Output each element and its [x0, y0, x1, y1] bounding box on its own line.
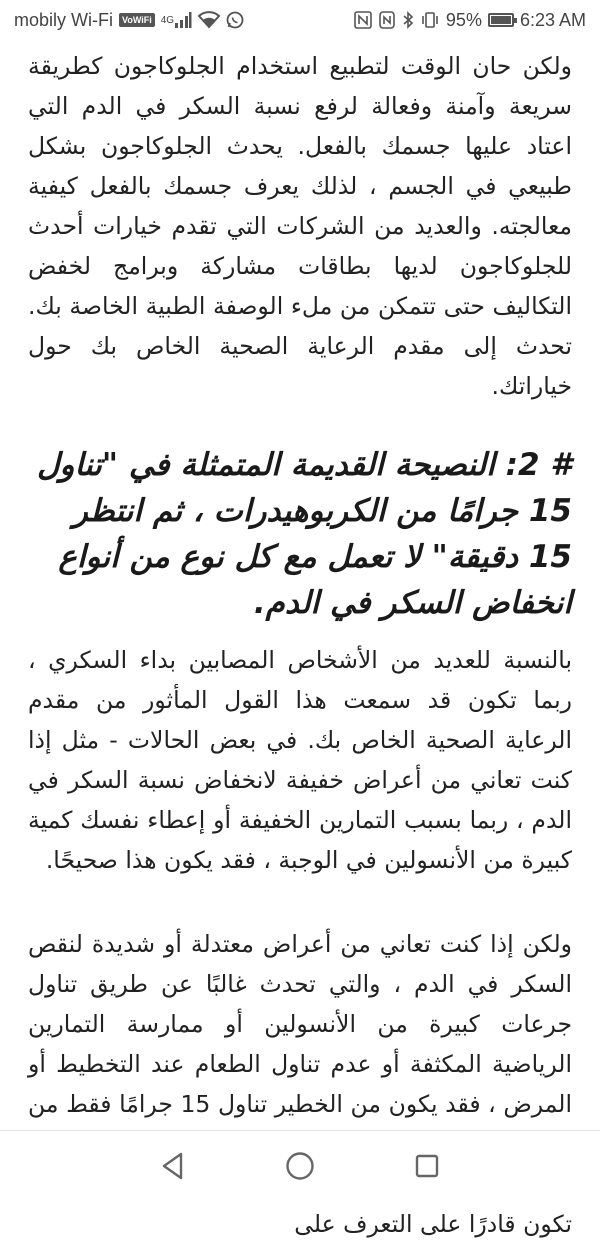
- article-content[interactable]: [0, 40, 600, 1238]
- notification-n-icon: [354, 11, 372, 29]
- battery-percent-label: 95%: [445, 9, 482, 30]
- recents-square-icon: [413, 1152, 441, 1180]
- article-paragraph-3: ولكن إذا كنت تعاني من أعراض معتدلة أو شديدة لنقص السكر في الدم ، والتي تحدث غالبًا عن طريق تناول جرعات كبيرة من الأنسولين أو ممارسة التمارين الرياضية المكثفة أو عدم تناول الطعام عند التخطيط أو المرض ، فقد يكون من الخطير تناول 15 جرامًا فقط من تكون قادرًا على التعرف على: [28, 930, 572, 1238]
- vibrate-icon: [420, 11, 440, 29]
- battery-icon: [488, 13, 514, 27]
- status-bar-right: [354, 10, 586, 31]
- nfc-icon: [378, 11, 396, 29]
- status-bar: [0, 0, 600, 40]
- navigation-bar: [0, 1130, 600, 1200]
- network-type-label: 4G: [160, 14, 175, 26]
- bluetooth-icon: [402, 11, 414, 29]
- wifi-icon: [198, 12, 220, 28]
- back-triangle-icon: [159, 1151, 187, 1181]
- home-circle-icon: [284, 1150, 316, 1182]
- volte-badge-icon: VoWiFi: [119, 13, 155, 27]
- article-paragraph-1: ولكن حان الوقت لتطبيع استخدام الجلوكاجون كطريقة سريعة وآمنة وفعالة لرفع نسبة السكر في الدم التي اعتاد عليها جسمك بالفعل. يحدث الجلوكاجون بشكل طبيعي في الجسم ، لذلك يعرف جسمك بالفعل كيفية معالجته. والعديد من الشركات التي تقدم خيارات أحدث للجلوكاجون لديها بطاقات مشاركة وبرامج لخفض التكاليف حتى تتمكن من ملء الوصفة الطبية الخاصة بك. تحدث إلى مقدم الرعاية الصحية الخاص بك حول خياراتك.: [28, 52, 572, 400]
- signal-icon: [161, 12, 192, 28]
- article-heading-2: # 2: النصيحة القديمة المتمثلة في "تناول 15 جرامًا من الكربوهيدرات ، ثم انتظر 15 دقيقة" لا تعمل مع كل نوع من أنواع انخفاض السكر في الدم.: [37, 447, 572, 621]
- article-paragraph-2: بالنسبة للعديد من الأشخاص المصابين بداء السكري ، ربما تكون قد سمعت هذا القول المأثور من مقدم الرعاية الصحية الخاص بك. في بعض الحالات - مثل إذا كنت تعاني من أعراض خفيفة لانخفاض نسبة السكر في الدم ، ربما بسبب التمارين الخفيفة أو إعطاء نفسك كمية كبيرة من الأنسولين في الوجبة ، فقد يكون هذا صحيحًا.: [28, 646, 572, 874]
- whatsapp-icon: [226, 11, 244, 29]
- back-button[interactable]: [153, 1146, 193, 1186]
- clock-label: 6:23 AM: [519, 9, 586, 30]
- recents-button[interactable]: [407, 1146, 447, 1186]
- status-bar-left: [14, 10, 244, 31]
- home-button[interactable]: [280, 1146, 320, 1186]
- carrier-label: mobily Wi-Fi: [14, 9, 113, 30]
